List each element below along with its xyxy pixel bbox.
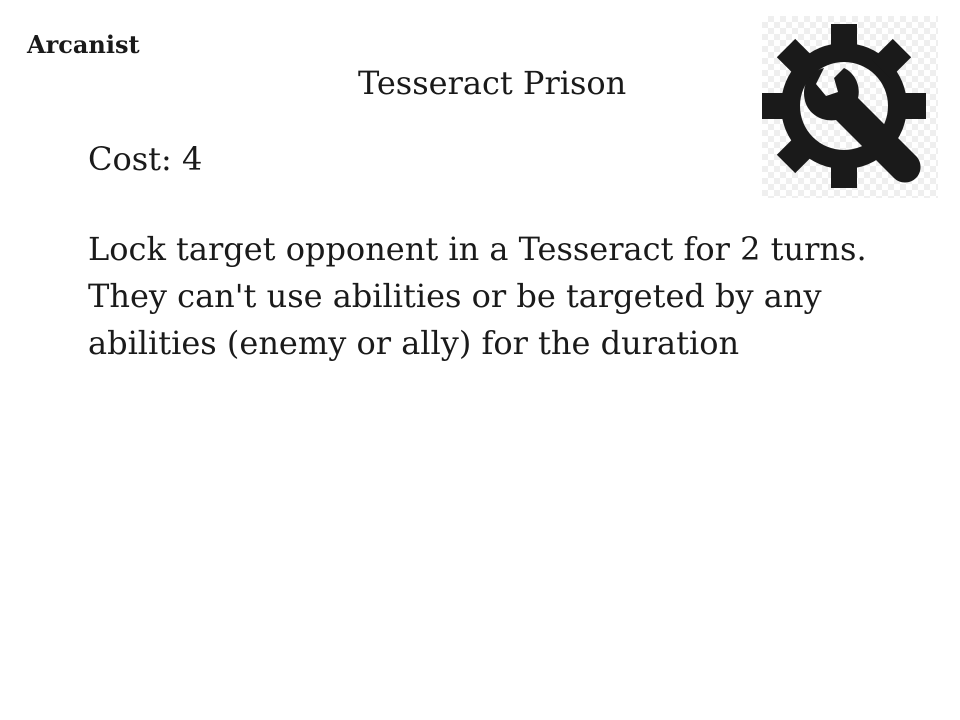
card-title: Tesseract Prison (358, 64, 627, 102)
card-cost: Cost: 4 (88, 140, 203, 178)
class-label: Arcanist (27, 30, 140, 59)
card-description: Lock target opponent in a Tesseract for 2 turns. They can't use abilities or be targeted by any abilities (enemy or ally) for the duration (88, 230, 867, 362)
gear-wrench-icon (762, 16, 938, 198)
